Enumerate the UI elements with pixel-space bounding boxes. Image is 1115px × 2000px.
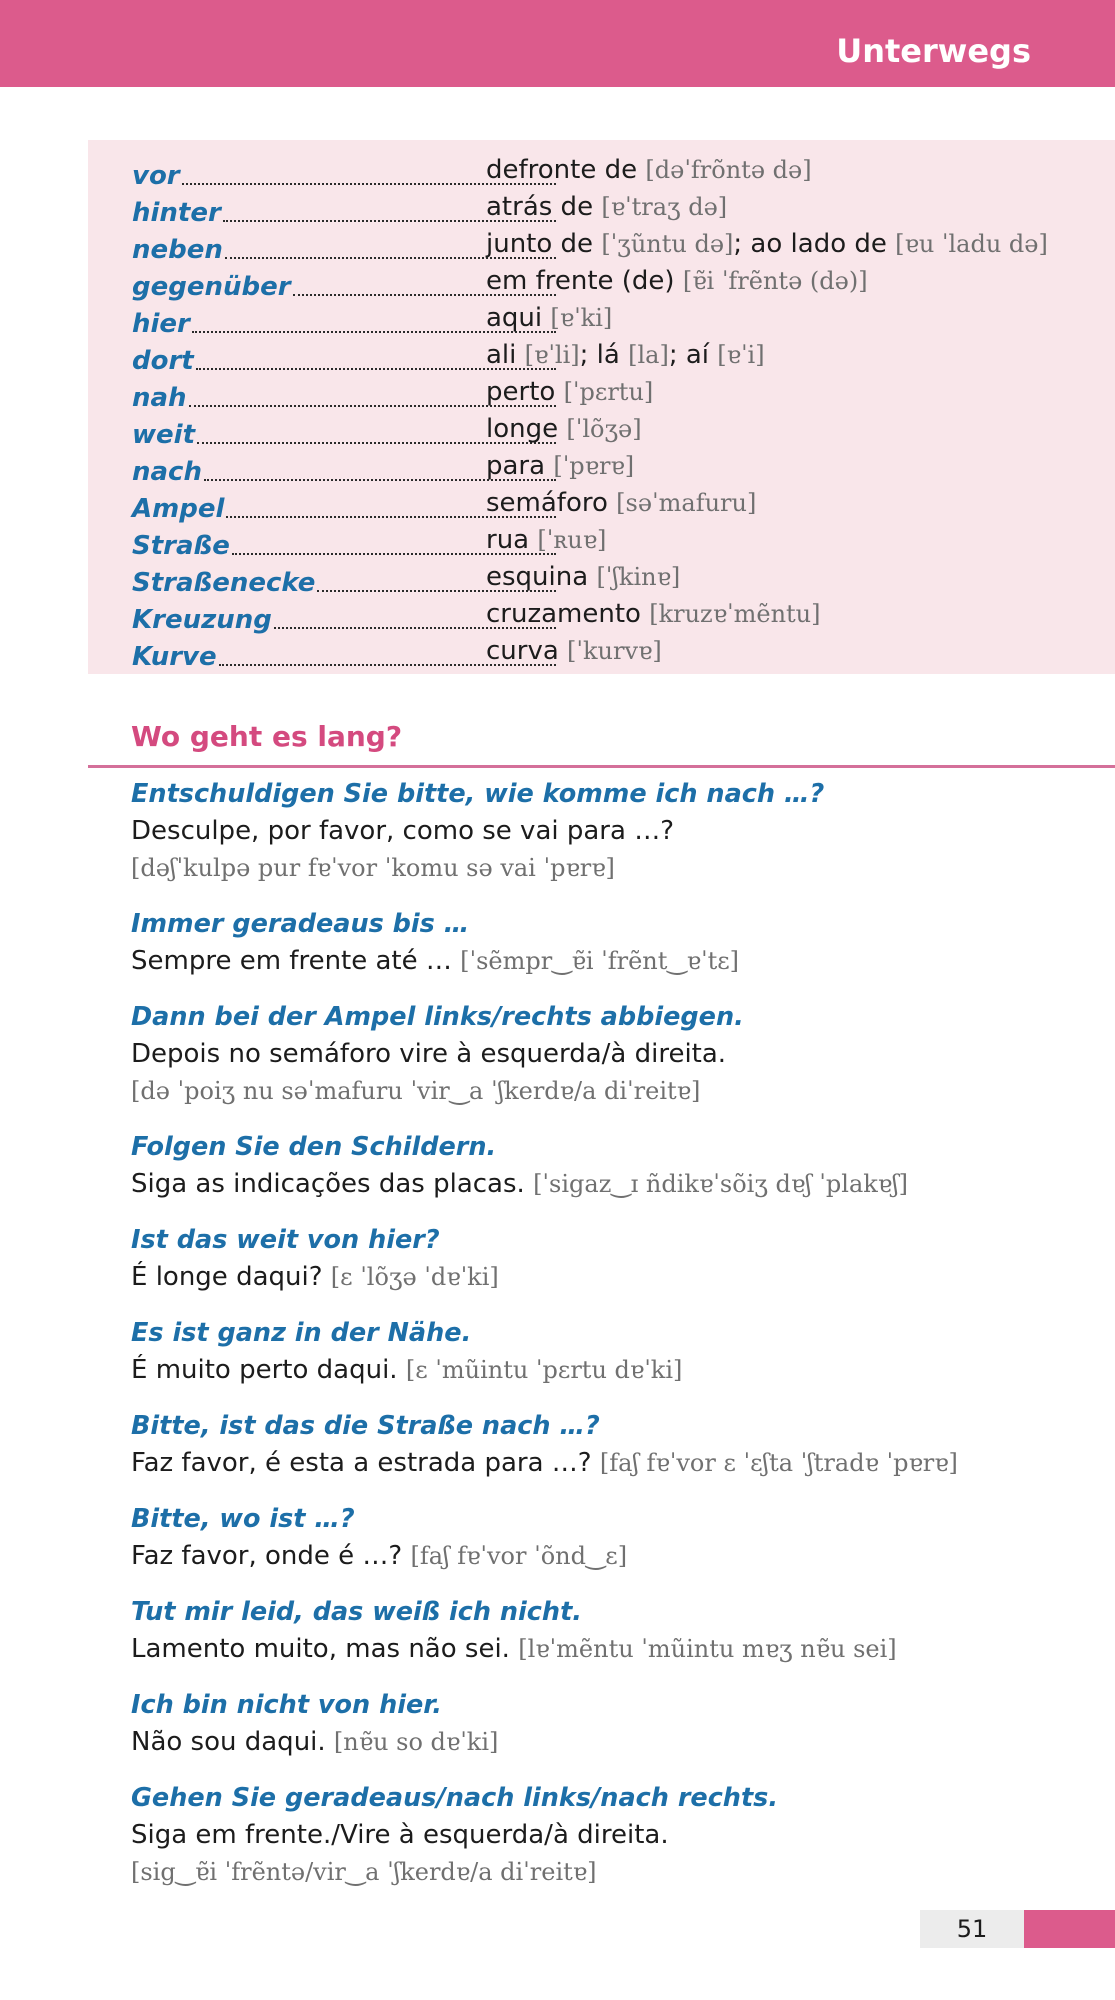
vocab-translation <box>486 226 1048 263</box>
phrase-pronunciation: [sig‿ɐ̃i ˈfrẽntə/vir‿a ˈʃkerdɐ/a diˈreitɐ] <box>131 1858 597 1886</box>
vocab-word: nach <box>132 457 202 487</box>
pronunciation: [ˈsẽmpr‿ɐ̃i ˈfrẽnt‿ɐˈtɛ] <box>460 947 740 975</box>
translation-text: semáforo <box>486 488 617 518</box>
phrase-portuguese <box>131 1631 1091 1668</box>
vocab-translation <box>486 596 821 633</box>
translation-text: ; aí <box>668 340 718 370</box>
translation-text: longe <box>486 414 567 444</box>
phrase-german: Es ist ganz in der Nähe. <box>131 1318 472 1348</box>
translation-text: Faz favor, é esta a estrada para …? <box>131 1448 600 1478</box>
vocab-translation <box>486 300 612 337</box>
pronunciation: [la] <box>628 341 669 369</box>
pronunciation: [faʃ fɐˈvor ɛ ˈɛʃta ˈʃtradɐ ˈpɐrɐ] <box>599 1449 958 1477</box>
phrase-german: Entschuldigen Sie bitte, wie komme ich nach …? <box>131 779 825 809</box>
page-accent-bar <box>1024 1910 1115 1948</box>
pronunciation: [ˈʀuɐ] <box>537 526 607 554</box>
pronunciation: [ˈpɛrtu] <box>563 378 654 406</box>
translation-text: É muito perto daqui. <box>131 1355 406 1385</box>
phrase-portuguese <box>131 1352 1091 1389</box>
phrase-german: Dann bei der Ampel links/rechts abbiegen. <box>131 1002 744 1032</box>
vocab-word: vor <box>132 161 180 191</box>
vocab-word: Ampel <box>132 494 225 524</box>
phrase-german: Ist das weit von hier? <box>131 1225 440 1255</box>
translation-text: defronte de <box>486 155 646 185</box>
pronunciation: [ɐˈki] <box>550 304 613 332</box>
phrase-block <box>131 1594 1091 1668</box>
translation-text: Siga em frente./Vire à esquerda/à direita. <box>131 1820 669 1850</box>
vocabulary-box <box>88 140 1115 674</box>
page-header <box>0 0 1115 87</box>
vocab-word: hinter <box>132 198 221 228</box>
phrase-portuguese <box>131 1724 1091 1761</box>
vocab-translation <box>486 263 868 300</box>
phrase-block <box>131 1408 1091 1482</box>
pronunciation: [lɐˈmẽntu ˈmũintu mɐʒ nɐ̃u sei] <box>518 1635 897 1663</box>
vocab-row <box>88 522 1115 559</box>
phrase-block <box>131 776 1091 887</box>
translation-text: ; ao lado de <box>733 229 896 259</box>
pronunciation: [ɛ ˈmũintu ˈpɛrtu dɐˈki] <box>405 1356 683 1384</box>
translation-text: ; lá <box>579 340 629 370</box>
phrase-portuguese <box>131 813 1091 850</box>
translation-text: atrás de <box>486 192 602 222</box>
vocab-row <box>88 300 1115 337</box>
translation-text: Siga as indicações das placas. <box>131 1169 534 1199</box>
pronunciation: [ɐ̃i ˈfrẽntə (də)] <box>682 267 868 295</box>
vocab-row <box>88 596 1115 633</box>
pronunciation: [ɐˈi] <box>717 341 765 369</box>
vocab-row <box>88 485 1115 522</box>
section-divider <box>88 765 1115 768</box>
pronunciation: [faʃ fɐˈvor ˈõnd‿ɛ] <box>410 1542 628 1570</box>
vocab-row <box>88 411 1115 448</box>
phrase-portuguese <box>131 1445 1091 1482</box>
vocab-word: Straßenecke <box>132 568 316 598</box>
vocab-row <box>88 226 1115 263</box>
pronunciation: [ɛ ˈlõʒə ˈdɐˈki] <box>330 1263 499 1291</box>
vocab-row <box>88 263 1115 300</box>
translation-text: cruzamento <box>486 599 650 629</box>
vocab-row <box>88 337 1115 374</box>
phrase-block <box>131 1129 1091 1203</box>
vocab-translation <box>486 337 765 374</box>
translation-text: curva <box>486 636 568 666</box>
vocab-translation <box>486 189 727 226</box>
page-number: 51 <box>920 1910 1024 1948</box>
translation-text: Faz favor, onde é …? <box>131 1541 411 1571</box>
vocab-word: weit <box>132 420 195 450</box>
phrase-german: Gehen Sie geradeaus/nach links/nach rechts. <box>131 1783 779 1813</box>
vocab-word: Straße <box>132 531 230 561</box>
vocab-word: hier <box>132 309 190 339</box>
vocab-row <box>88 559 1115 596</box>
vocab-word: Kreuzung <box>132 605 272 635</box>
header-title: Unterwegs <box>836 32 1031 70</box>
vocab-row <box>88 152 1115 189</box>
translation-text: em frente (de) <box>486 266 683 296</box>
translation-text: É longe daqui? <box>131 1262 331 1292</box>
translation-text: perto <box>486 377 564 407</box>
vocab-row <box>88 448 1115 485</box>
vocab-translation <box>486 411 642 448</box>
vocab-word: nah <box>132 383 187 413</box>
phrase-block <box>131 1501 1091 1575</box>
vocab-word: Kurve <box>132 642 217 672</box>
translation-text: Depois no semáforo vire à esquerda/à direita. <box>131 1039 727 1069</box>
vocab-translation <box>486 152 812 189</box>
pronunciation: [ɐˈtraʒ də] <box>601 193 728 221</box>
vocab-word: dort <box>132 346 194 376</box>
phrase-pronunciation: [də ˈpoiʒ nu səˈmafuru ˈvir‿a ˈʃkerdɐ/a diˈreitɐ] <box>131 1077 701 1105</box>
pronunciation: [ˈlõʒə] <box>566 415 642 443</box>
translation-text: esquina <box>486 562 597 592</box>
pronunciation: [ɐˈli] <box>524 341 580 369</box>
phrase-german: Bitte, ist das die Straße nach …? <box>131 1411 600 1441</box>
phrase-pronunciation: [dəʃˈkulpə pur fɐˈvor ˈkomu sə vai ˈpɐrɐ] <box>131 854 615 882</box>
pronunciation: [ˈsigaz‿ɪ ñdikɐˈsõiʒ dɐʃ ˈplakɐʃ] <box>533 1170 908 1198</box>
pronunciation: [nɐ̃u so dɐˈki] <box>333 1728 499 1756</box>
translation-text: para <box>486 451 554 481</box>
translation-text: Desculpe, por favor, como se vai para …? <box>131 816 674 846</box>
phrase-block <box>131 1315 1091 1389</box>
phrase-german: Tut mir leid, das weiß ich nicht. <box>131 1597 582 1627</box>
phrase-german: Immer geradeaus bis … <box>131 909 470 939</box>
pronunciation: [ˈʒũntu də] <box>601 230 734 258</box>
phrase-block <box>131 1687 1091 1761</box>
phrase-portuguese <box>131 1166 1091 1203</box>
translation-text: aqui <box>486 303 551 333</box>
translation-text: Sempre em frente até … <box>131 946 461 976</box>
phrase-german: Folgen Sie den Schildern. <box>131 1132 497 1162</box>
translation-text: rua <box>486 525 538 555</box>
phrase-portuguese <box>131 1817 1091 1854</box>
vocab-translation <box>486 448 634 485</box>
translation-text: junto de <box>486 229 602 259</box>
phrase-portuguese <box>131 1036 1091 1073</box>
pronunciation: [ˈkurvɐ] <box>567 637 662 665</box>
vocab-word: neben <box>132 235 223 265</box>
pronunciation: [ˈpɐrɐ] <box>553 452 635 480</box>
vocab-translation <box>486 374 653 411</box>
phrase-block <box>131 1222 1091 1296</box>
pronunciation: [dəˈfrõntə də] <box>645 156 812 184</box>
translation-text: Não sou daqui. <box>131 1727 334 1757</box>
vocab-row <box>88 189 1115 226</box>
translation-text: Lamento muito, mas não sei. <box>131 1634 519 1664</box>
phrase-block <box>131 999 1091 1110</box>
pronunciation: [səˈmafuru] <box>616 489 757 517</box>
vocab-translation <box>486 633 662 670</box>
vocab-translation <box>486 485 756 522</box>
phrase-portuguese <box>131 1259 1091 1296</box>
phrase-block <box>131 1780 1091 1891</box>
vocab-word: gegenüber <box>132 272 291 302</box>
phrase-german: Ich bin nicht von hier. <box>131 1690 442 1720</box>
phrase-portuguese <box>131 1538 1091 1575</box>
translation-text: ali <box>486 340 525 370</box>
vocab-translation <box>486 559 680 596</box>
section-title: Wo geht es lang? <box>131 720 403 753</box>
vocab-row <box>88 374 1115 411</box>
vocab-translation <box>486 522 606 559</box>
phrase-portuguese <box>131 943 1091 980</box>
phrase-german: Bitte, wo ist …? <box>131 1504 355 1534</box>
pronunciation: [kruzɐˈmẽntu] <box>649 600 821 628</box>
vocab-row <box>88 633 1115 670</box>
pronunciation: [ˈʃkinɐ] <box>596 563 681 591</box>
pronunciation: [ɐu ˈladu də] <box>895 230 1048 258</box>
phrase-block <box>131 906 1091 980</box>
